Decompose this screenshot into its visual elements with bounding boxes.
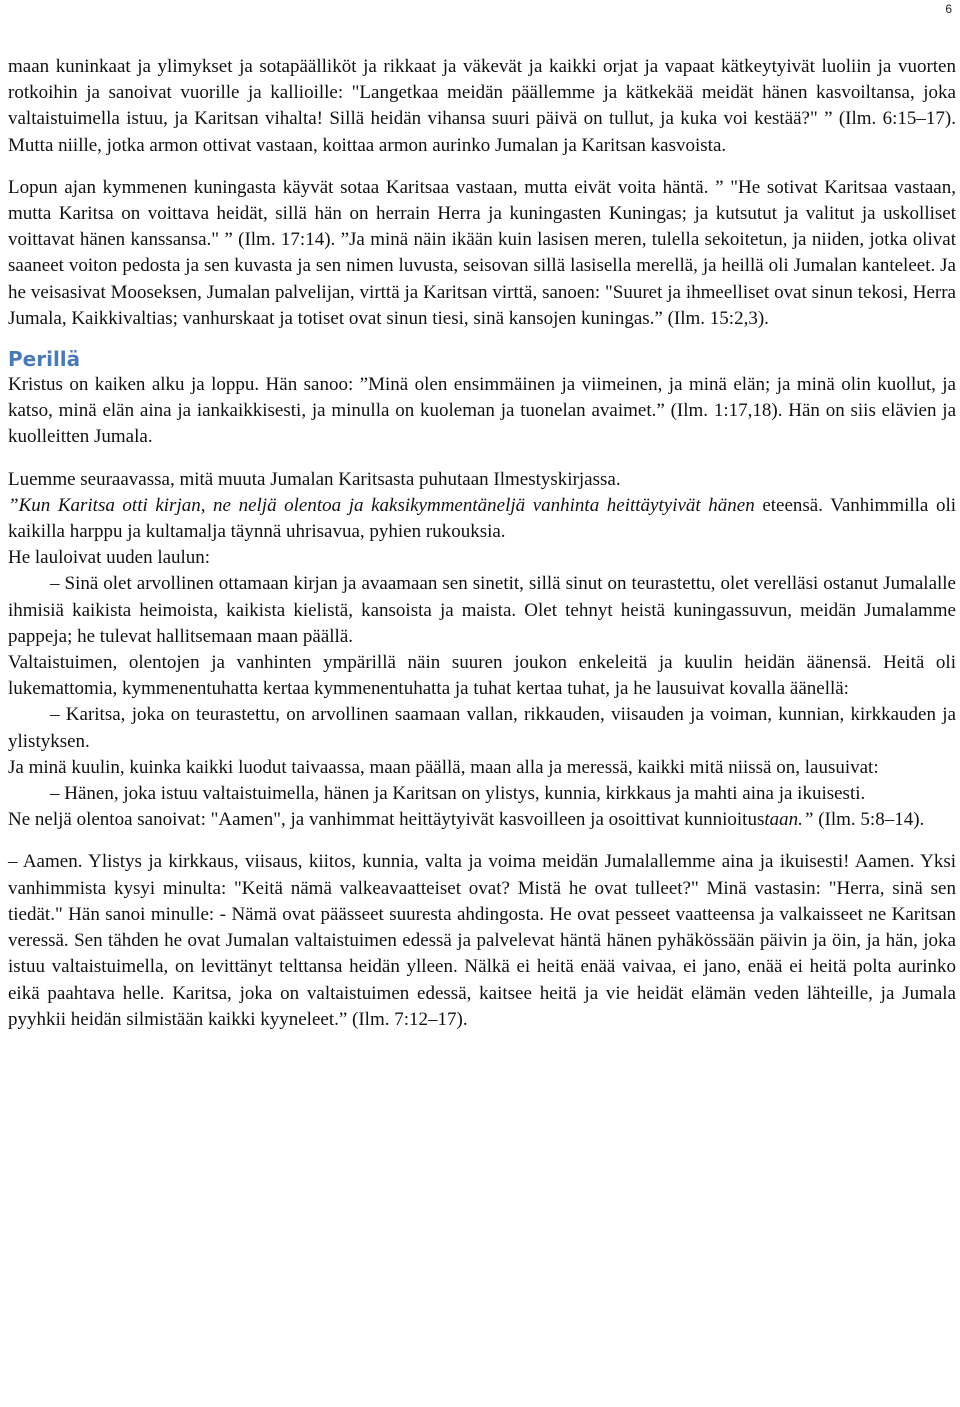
paragraph-angels: Valtaistuimen, olentojen ja vanhinten ympärillä näin suuren joukon enkeleitä ja kuulin heidän äänensä. Heitä oli lukemattomia, kymmenentuhatta kertaa kymmenentuhatta ja tuhat kertaa tuhat, ja he lausuivat kovalla äänellä: — [8, 652, 956, 700]
paragraph-amen-worship — [8, 807, 956, 833]
quote-italic-opening: ”Kun Karitsa otti kirjan, ne neljä olentoa ja kaksikymmentäneljä vanhinta heittäytyivät hänen — [8, 494, 755, 516]
paragraph-praise-throne: – Hänen, joka istuu valtaistuimella, hänen ja Karitsan on ylistys, kunnia, kirkkaus ja mahti aina ja ikuisesti. — [50, 783, 866, 805]
paragraph-all-creatures: Ja minä kuulin, kuinka kaikki luodut taivaassa, maan päällä, maan alla ja meressä, kaikki mitä niissä on, lausuivat: — [8, 756, 879, 778]
paragraph-ten-kings: Lopun ajan kymmenen kuningasta käyvät sotaa Karitsaa vastaan, mutta eivät voita häntä. ” "He sotivat Karitsaa vastaan, mutta Karitsa on voittava heidät, sillä hän on herrain Herra ja kuningasten Kuningas; ja kutsutut ja valitut ja uskolliset voittavat hänen kanssansa." ” (Ilm. 17:14). ”Ja minä näin ikään kuin lasisen meren, tulella sekoitetun, ja niiden, jotka olivat saaneet voiton pedosta ja sen kuvasta ja sen nimen luvusta, seisovan sillä lasisella merellä, ja heillä oli Jumalan kanteleet. Ja he veisasivat Mooseksen, Jumalan palvelijan, virttä ja Karitsan virttä, sanoen: "Suuret ja ihmeelliset ovat sinun tekosi, Herra Jumala, Kaikkivaltias; vanhurskaat ja totiset ovat sinun tiesi, sinä kansojen kuningas.” (Ilm. 15:2,3). — [8, 176, 956, 329]
paragraph-alpha-omega: Kristus on kaiken alku ja loppu. Hän sanoo: ”Minä olen ensimmäinen ja viimeinen, ja minä elän; ja minä olin kuollut, ja katso, minä elän aina ja iankaikkisesti, ja minulla on kuoleman ja tuonelan avaimet.” (Ilm. 1:17,18). Hän on siis elävien ja kuolleitten Jumala. — [8, 374, 956, 448]
document-body — [8, 54, 956, 1033]
section-heading-perilla: Perillä — [8, 347, 81, 372]
paragraph-song-worthy: – Sinä olet arvollinen ottamaan kirjan ja avaamaan sen sinetit, sillä sinut on teurastettu, olet verelläsi ostanut Jumalalle ihmisiä kaikista heimoista, kaikista kielistä, kansoista ja maista. Olet tehnyt heistä kuningassuvun, meidän Jumalamme pappeja; he tulevat hallitsemaan maan päällä. — [8, 573, 956, 647]
paragraph-new-song: He lauloivat uuden laulun: — [8, 547, 211, 569]
worship-text-italic: taan.” — [764, 809, 814, 831]
page-number: 6 — [945, 2, 952, 16]
paragraph-white-robes: – Aamen. Ylistys ja kirkkaus, viisaus, kiitos, kunnia, valta ja voima meidän Jumalallemme aina ja ikuisesti! Aamen. Yksi vanhimmista kysyi minulta: "Keitä nämä valkeavaatteiset ovat? Mistä he ovat tulleet?" Minä vastasin: "Herra, sinä sen tiedät." Hän sanoi minulle: - Nämä ovat päässeet suuresta ahdingosta. He ovat pesseet vaatteensa ja valkaisseet ne Karitsan veressä. Sen tähden he ovat Jumalan valtaistuimen edessä ja palvelevat häntä hänen pyhäkössään päivin ja öin, ja hän, joka istuu valtaistuimella, on levittänyt telttansa heidän ylleen. Nälkä ei heitä enää vaivaa, ei jano, enää ei heitä polta aurinko eikä paahtava helle. Karitsa, joka on valtaistuimen edessä, kaitsee heitä ja vie heidät elämän veden lähteille, ja Jumala pyyhkii heidän silmistään kaikki kyyneleet.” (Ilm. 7:12–17). — [8, 851, 956, 1030]
paragraph-lamb-took-scroll — [8, 493, 956, 545]
quote-continuation: eteensä. Vanhimmilla oli kaikilla harppu ja kultamalja täynnä uhrisavua, pyhien rukouksia. — [8, 494, 957, 543]
paragraph-revelation-wrath: maan kuninkaat ja ylimykset ja sotapäälliköt ja rikkaat ja väkevät ja kaikki orjat ja vapaat kätkeytyivät luoliin ja vuorten rotkoihin ja sanoivat vuorille ja kallioille: "Langetkaa meidän päällemme ja kätkekää meidät hänen kasvoiltansa, joka valtaistuimella istuu, ja Karitsan vihalta! Sillä heidän vihansa suuri päivä on tullut, ja kuka voi kestää?" ” (Ilm. 6:15–17). Mutta niille, jotka armon ottivat vastaan, koittaa armon aurinko Jumalan ja Karitsan kasvoista. — [8, 56, 956, 156]
worship-text: Ne neljä olentoa sanoivat: "Aamen", ja vanhimmat heittäytyivät kasvoilleen ja osoittivat kunnioitus — [8, 809, 765, 831]
paragraph-lamb-slain: – Karitsa, joka on teurastettu, on arvollinen saamaan vallan, rikkauden, viisauden ja voiman, kunnian, kirkkauden ja ylistyksen. — [8, 704, 956, 752]
worship-reference: (Ilm. 5:8–14). — [813, 809, 925, 831]
paragraph-intro-lamb: Luemme seuraavassa, mitä muuta Jumalan Karitsasta puhutaan Ilmestyskirjassa. — [8, 468, 621, 490]
